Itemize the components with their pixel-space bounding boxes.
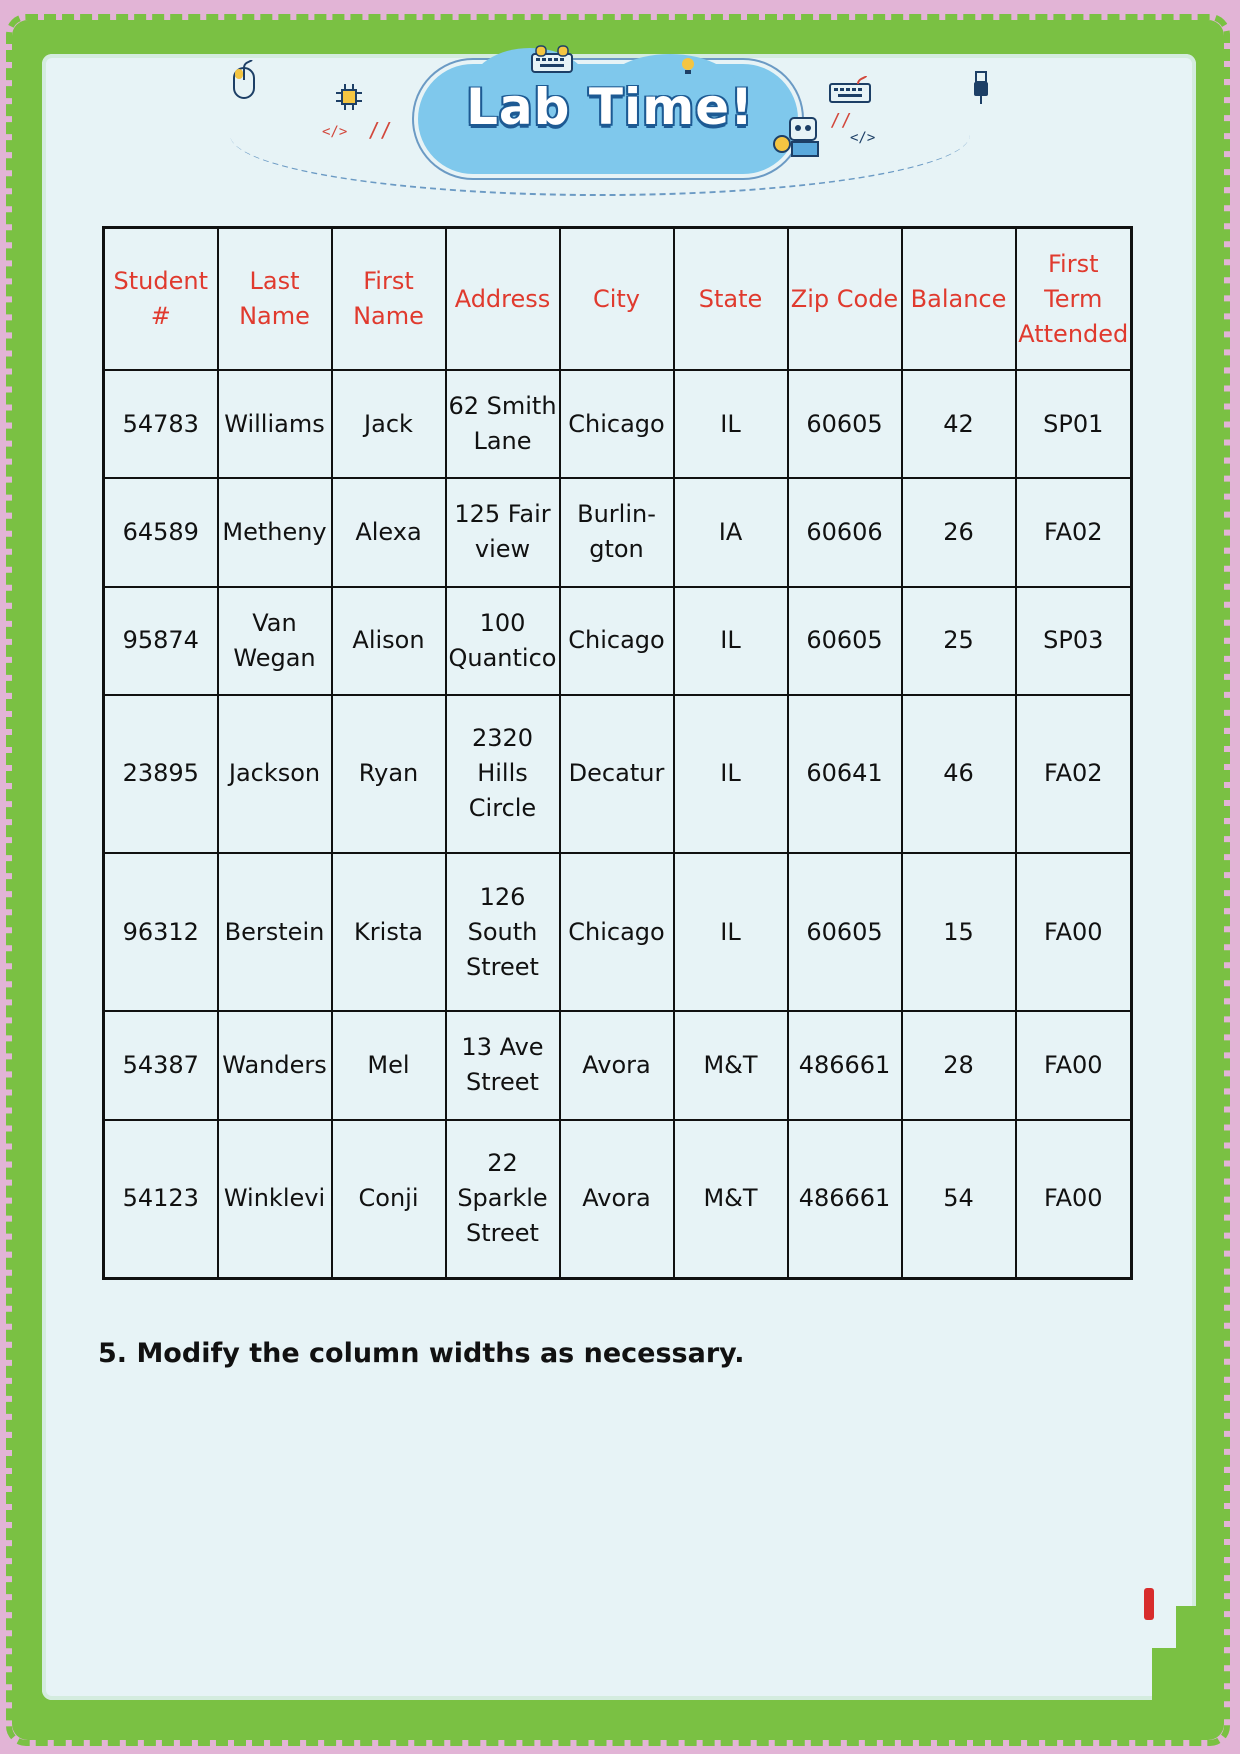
table-cell: 23895 (104, 695, 218, 853)
table-cell: Chicago (560, 370, 674, 478)
page-title: Lab Time! (466, 78, 754, 136)
table-cell: 64589 (104, 478, 218, 586)
table-cell: M&T (674, 1120, 788, 1279)
table-cell: Krista (332, 853, 446, 1011)
corner-decoration (1176, 1606, 1196, 1702)
table-cell: SP03 (1016, 587, 1132, 695)
column-header: Zip Code (788, 228, 902, 371)
table-cell: 25 (902, 587, 1016, 695)
table-cell: 62 Smith Lane (446, 370, 560, 478)
table-cell: IA (674, 478, 788, 586)
slash-mark: // (368, 118, 393, 142)
table-cell: 54 (902, 1120, 1016, 1279)
robot-icon (772, 114, 824, 160)
slash-mark: // (830, 110, 852, 131)
table-cell: Burlin-gton (560, 478, 674, 586)
table-cell: Wanders (218, 1011, 332, 1119)
column-header: State (674, 228, 788, 371)
table-cell: FA00 (1016, 1120, 1132, 1279)
table-cell: Winklevi (218, 1120, 332, 1279)
table-cell: Decatur (560, 695, 674, 853)
usb-icon (970, 70, 992, 106)
table-cell: FA00 (1016, 1011, 1132, 1119)
column-header: City (560, 228, 674, 371)
table-header-row (104, 228, 1132, 371)
table-cell: 95874 (104, 587, 218, 695)
table-row (104, 695, 1132, 853)
table-cell: FA02 (1016, 478, 1132, 586)
table-cell: Chicago (560, 853, 674, 1011)
table-cell: 60605 (788, 370, 902, 478)
table-cell: Avora (560, 1011, 674, 1119)
table-cell: 125 Fair view (446, 478, 560, 586)
table-cell: 100 Quantico (446, 587, 560, 695)
table-cell: 126 South Street (446, 853, 560, 1011)
table-cell: Jackson (218, 695, 332, 853)
student-data-table (102, 226, 1133, 1280)
table-cell: Alexa (332, 478, 446, 586)
keyboard-icon (828, 76, 872, 104)
table-cell: 42 (902, 370, 1016, 478)
table-cell: 60641 (788, 695, 902, 853)
table-cell: Metheny (218, 478, 332, 586)
table-cell: Alison (332, 587, 446, 695)
column-header: Balance (902, 228, 1016, 371)
table-cell: IL (674, 587, 788, 695)
table-cell: 22 Sparkle Street (446, 1120, 560, 1279)
table-row (104, 370, 1132, 478)
table-cell: Chicago (560, 587, 674, 695)
mouse-icon (230, 60, 258, 100)
column-header: Address (446, 228, 560, 371)
table-row (104, 478, 1132, 586)
column-header: First Name (332, 228, 446, 371)
lightbulb-icon (680, 56, 696, 76)
code-mark: </> (850, 130, 876, 146)
table-cell: Berstein (218, 853, 332, 1011)
column-header: Last Name (218, 228, 332, 371)
lab-time-banner (200, 44, 1000, 184)
table-cell: 60605 (788, 587, 902, 695)
table-cell: 54783 (104, 370, 218, 478)
table-cell: Ryan (332, 695, 446, 853)
table-cell: M&T (674, 1011, 788, 1119)
table-cell: 60606 (788, 478, 902, 586)
chip-icon (336, 84, 362, 110)
table-cell: Conji (332, 1120, 446, 1279)
table-cell: 2320 Hills Circle (446, 695, 560, 853)
table-row (104, 853, 1132, 1011)
table-cell: FA00 (1016, 853, 1132, 1011)
table-row (104, 1120, 1132, 1279)
table-cell: 486661 (788, 1011, 902, 1119)
table-cell: IL (674, 695, 788, 853)
table-cell: 96312 (104, 853, 218, 1011)
table-cell: 13 Ave Street (446, 1011, 560, 1119)
table-cell: 15 (902, 853, 1016, 1011)
keyboard-icon (530, 44, 574, 74)
table-cell: Mel (332, 1011, 446, 1119)
table-row (104, 587, 1132, 695)
table-cell: 54123 (104, 1120, 218, 1279)
table-cell: SP01 (1016, 370, 1132, 478)
table-cell: 46 (902, 695, 1016, 853)
table-cell: Williams (218, 370, 332, 478)
table-row (104, 1011, 1132, 1119)
code-mark: </> (322, 124, 348, 140)
table-cell: 54387 (104, 1011, 218, 1119)
table-cell: IL (674, 853, 788, 1011)
table-cell: 486661 (788, 1120, 902, 1279)
table-cell: IL (674, 370, 788, 478)
table-cell: 26 (902, 478, 1016, 586)
table-cell: Avora (560, 1120, 674, 1279)
column-header: First Term Attended (1016, 228, 1132, 371)
corner-decoration (1152, 1648, 1176, 1708)
corner-decoration (1144, 1588, 1154, 1620)
instruction-text: 5. Modify the column widths as necessary. (98, 1338, 745, 1369)
table-cell: Van Wegan (218, 587, 332, 695)
table-cell: Jack (332, 370, 446, 478)
column-header: Student # (104, 228, 218, 371)
table-cell: 28 (902, 1011, 1016, 1119)
table-cell: 60605 (788, 853, 902, 1011)
table-cell: FA02 (1016, 695, 1132, 853)
